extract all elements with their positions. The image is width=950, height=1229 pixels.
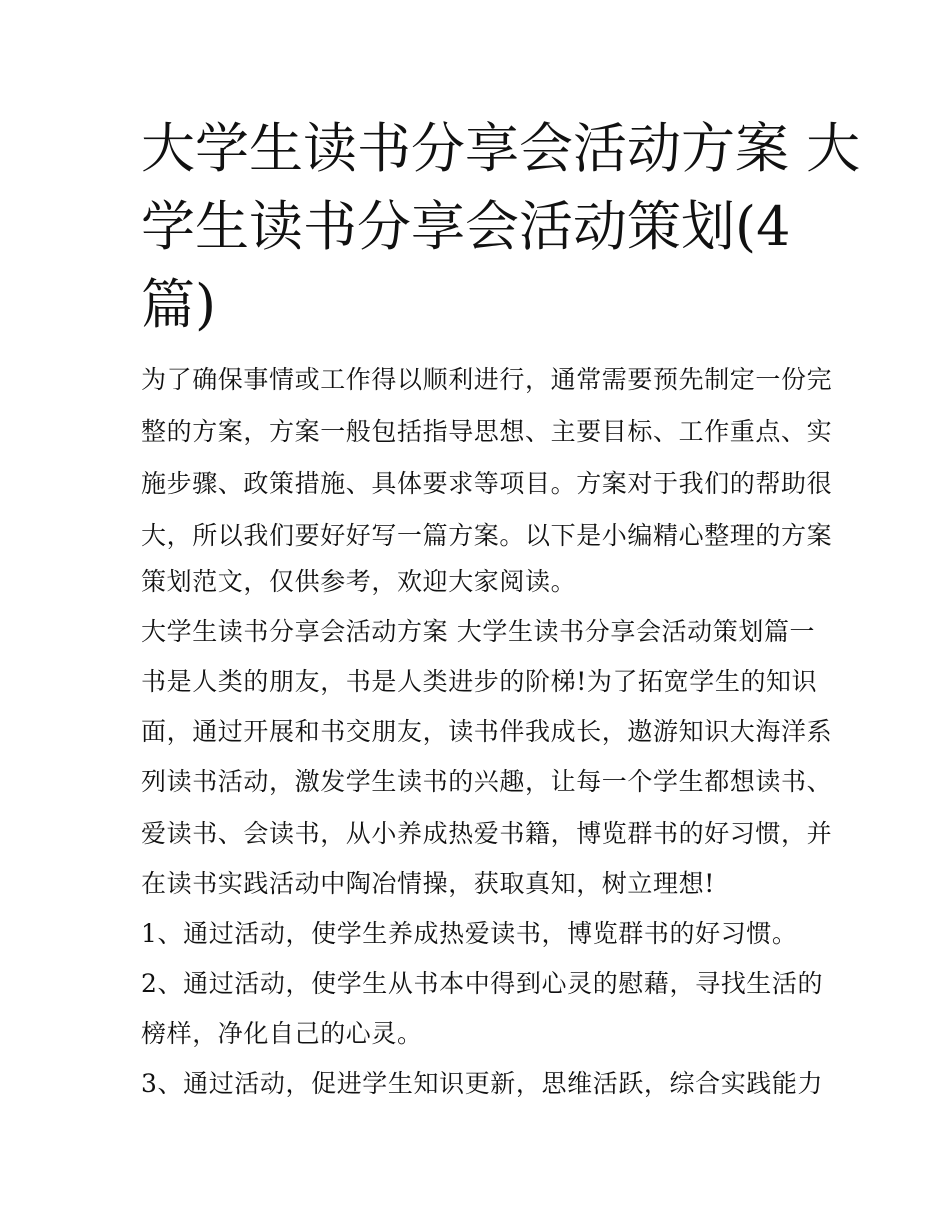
body-line-5: 策划范文，仅供参考，欢迎大家阅读。 — [141, 567, 577, 596]
title-line-1: 大学生读书分享会活动方案 大 — [141, 117, 861, 180]
body-line-1: 为了确保事情或工作得以顺利进行，通常需要预先制定一份完 — [141, 365, 833, 394]
body-line-14: 榜样，净化自己的心灵。 — [141, 1019, 423, 1048]
body-line-4: 大，所以我们要好好写一篇方案。以下是小编精心整理的方案 — [141, 521, 833, 550]
body-line-12: 1、通过活动，使学生养成热爱读书，博览群书的好习惯。 — [141, 919, 798, 948]
body-line-3: 施步骤、政策措施、具体要求等项目。方案对于我们的帮助很 — [141, 469, 833, 498]
body-line-2: 整的方案，方案一般包括指导思想、主要目标、工作重点、实 — [141, 417, 833, 446]
body-line-9: 列读书活动，激发学生读书的兴趣，让每一个学生都想读书、 — [141, 767, 833, 796]
title-line-2: 学生读书分享会活动策划(4 — [141, 195, 791, 258]
body-line-13: 2、通过活动，使学生从书本中得到心灵的慰藉，寻找生活的 — [141, 969, 824, 998]
body-line-6: 大学生读书分享会活动方案 大学生读书分享会活动策划篇一 — [141, 617, 816, 646]
body-line-7: 书是人类的朋友，书是人类进步的阶梯!为了拓宽学生的知识 — [141, 667, 818, 696]
body-line-10: 爱读书、会读书，从小养成热爱书籍，博览群书的好习惯，并 — [141, 819, 833, 848]
body-line-15: 3、通过活动，促进学生知识更新，思维活跃，综合实践能力 — [141, 1069, 824, 1098]
body-line-11: 在读书实践活动中陶冶情操，获取真知，树立理想! — [141, 869, 715, 898]
title-line-3: 篇) — [141, 273, 217, 336]
body-line-8: 面，通过开展和书交朋友，读书伴我成长，遨游知识大海洋系 — [141, 717, 833, 746]
